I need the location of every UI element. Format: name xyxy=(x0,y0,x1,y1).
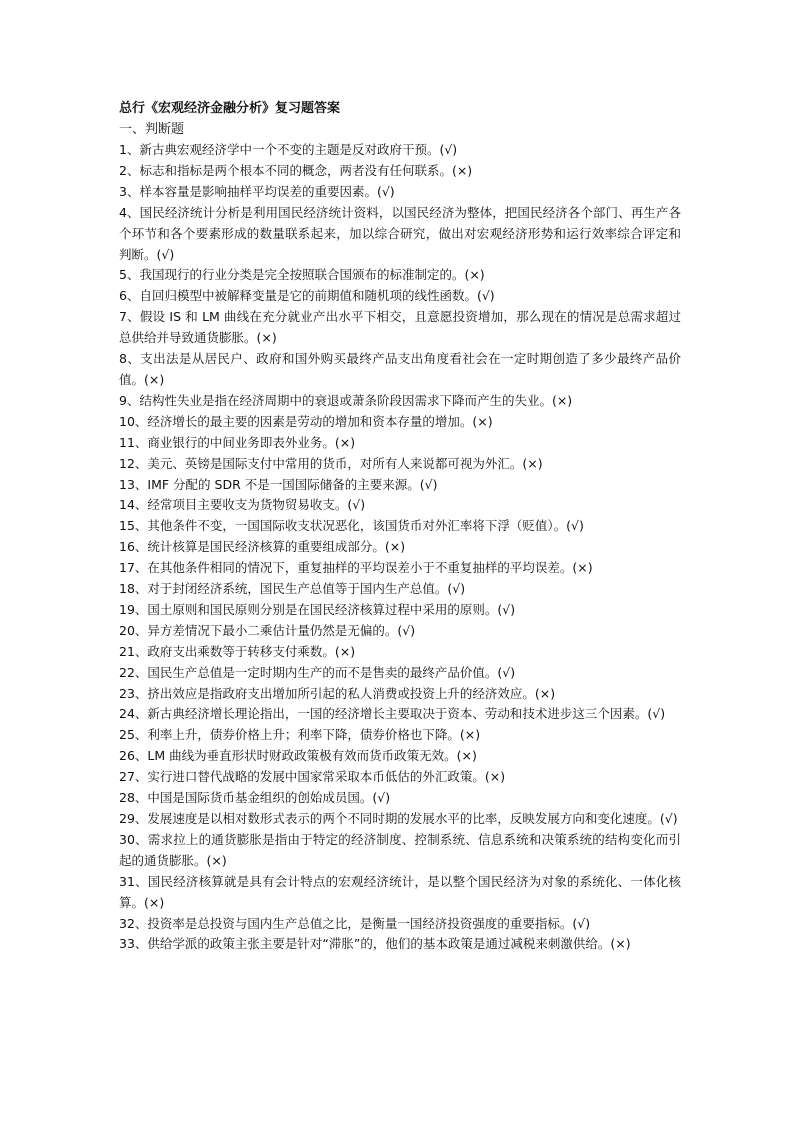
question-item: 28、中国是国际货币基金组织的创始成员国。(√) xyxy=(119,790,391,806)
question-item: 6、自回归模型中被解释变量是它的前期值和随机项的线性函数。(√) xyxy=(119,288,495,304)
question-item: 15、其他条件不变，一国国际收支状况恶化，该国货币对外汇率将下浮（贬值）。(√) xyxy=(119,518,584,534)
question-item: 23、挤出效应是指政府支出增加所引起的私人消费或投资上升的经济效应。(×) xyxy=(119,685,556,701)
question-item: 29、发展速度是以相对数形式表示的两个不同时期的发展水平的比率，反映发展方向和变化速度。(√) xyxy=(119,811,678,826)
question-item: 24、新古典经济增长理论指出，一国的经济增长主要取决于资本、劳动和技术进步这三个因素。(√) xyxy=(119,706,666,722)
document-page xyxy=(119,98,681,955)
question-item: 33、供给学派的政策主张主要是针对“滞胀”的，他们的基本政策是通过减税来刺激供给。(×) xyxy=(119,936,631,952)
question-item: 32、投资率是总投资与国内生产总值之比，是衡量一国经济投资强度的重要指标。(√) xyxy=(119,915,591,931)
question-item: 4、国民经济统计分析是利用国民经济统计资料，以国民经济为整体，把国民经济各个部门、再生产各个环节和各个要素形成的数量联系起来，加以综合研究，做出对宏观经济形势和运行效率综合评定和判断。(√) xyxy=(119,204,681,262)
question-item: 12、美元、英镑是国际支付中常用的货币，对所有人来说都可视为外汇。(×) xyxy=(119,455,543,471)
question-item: 2、标志和指标是两个根本不同的概念，两者没有任何联系。(×) xyxy=(119,162,473,178)
document-title: 总行《宏观经济金融分析》复习题答案 xyxy=(119,101,341,116)
question-item: 9、结构性失业是指在经济周期中的衰退或萧条阶段因需求下降而产生的失业。(×) xyxy=(119,392,573,408)
question-item: 31、国民经济核算就是具有会计特点的宏观经济统计，是以整个国民经济为对象的系统化、一体化核算。(×) xyxy=(119,873,681,910)
question-item: 17、在其他条件相同的情况下，重复抽样的平均误差小于不重复抽样的平均误差。(×) xyxy=(119,560,593,576)
question-item: 25、利率上升，债券价格上升；利率下降，债券价格也下降。(×) xyxy=(119,727,481,743)
question-list xyxy=(119,140,681,955)
question-item: 21、政府支出乘数等于转移支付乘数。(×) xyxy=(119,643,356,659)
question-item: 14、经常项目主要收支为货物贸易收支。(√) xyxy=(119,497,366,513)
question-item: 22、国民生产总值是一定时期内生产的而不是售卖的最终产品价值。(√) xyxy=(119,664,516,680)
question-item: 20、异方差情况下最小二乘估计量仍然是无偏的。(√) xyxy=(119,622,416,638)
question-item: 5、我国现行的行业分类是完全按照联合国颁布的标准制定的。(×) xyxy=(119,267,485,283)
question-item: 19、国土原则和国民原则分别是在国民经济核算过程中采用的原则。(√) xyxy=(119,601,516,617)
question-item: 13、IMF 分配的 SDR 不是一国国际储备的主要来源。(√) xyxy=(119,476,438,492)
question-item: 26、LM 曲线为垂直形状时财政政策极有效而货币政策无效。(×) xyxy=(119,748,477,764)
section-heading: 一、判断题 xyxy=(119,122,185,137)
question-item: 16、统计核算是国民经济核算的重要组成部分。(×) xyxy=(119,539,406,555)
question-item: 10、经济增长的最主要的因素是劳动的增加和资本存量的增加。(×) xyxy=(119,413,493,429)
question-item: 8、支出法是从居民户、政府和国外购买最终产品支出角度看社会在一定时期创造了多少最终产品价值。(×) xyxy=(119,351,681,387)
question-item: 30、需求拉上的通货膨胀是指由于特定的经济制度、控制系统、信息系统和决策系统的结构变化而引起的通货膨胀。(×) xyxy=(119,831,681,868)
question-item: 7、假设 IS 和 LM 曲线在充分就业产出水平下相交，且意愿投资增加，那么现在的情况是总需求超过总供给并导致通货膨胀。(×) xyxy=(119,309,681,346)
question-item: 11、商业银行的中间业务即表外业务。(×) xyxy=(119,434,356,450)
question-item: 1、新古典宏观经济学中一个不变的主题是反对政府干预。(√) xyxy=(119,142,458,157)
question-item: 3、样本容量是影响抽样平均误差的重要因素。(√) xyxy=(119,183,395,199)
question-item: 18、对于封闭经济系统，国民生产总值等于国内生产总值。(√) xyxy=(119,581,466,597)
question-item: 27、实行进口替代战略的发展中国家常采取本币低估的外汇政策。(×) xyxy=(119,769,506,785)
